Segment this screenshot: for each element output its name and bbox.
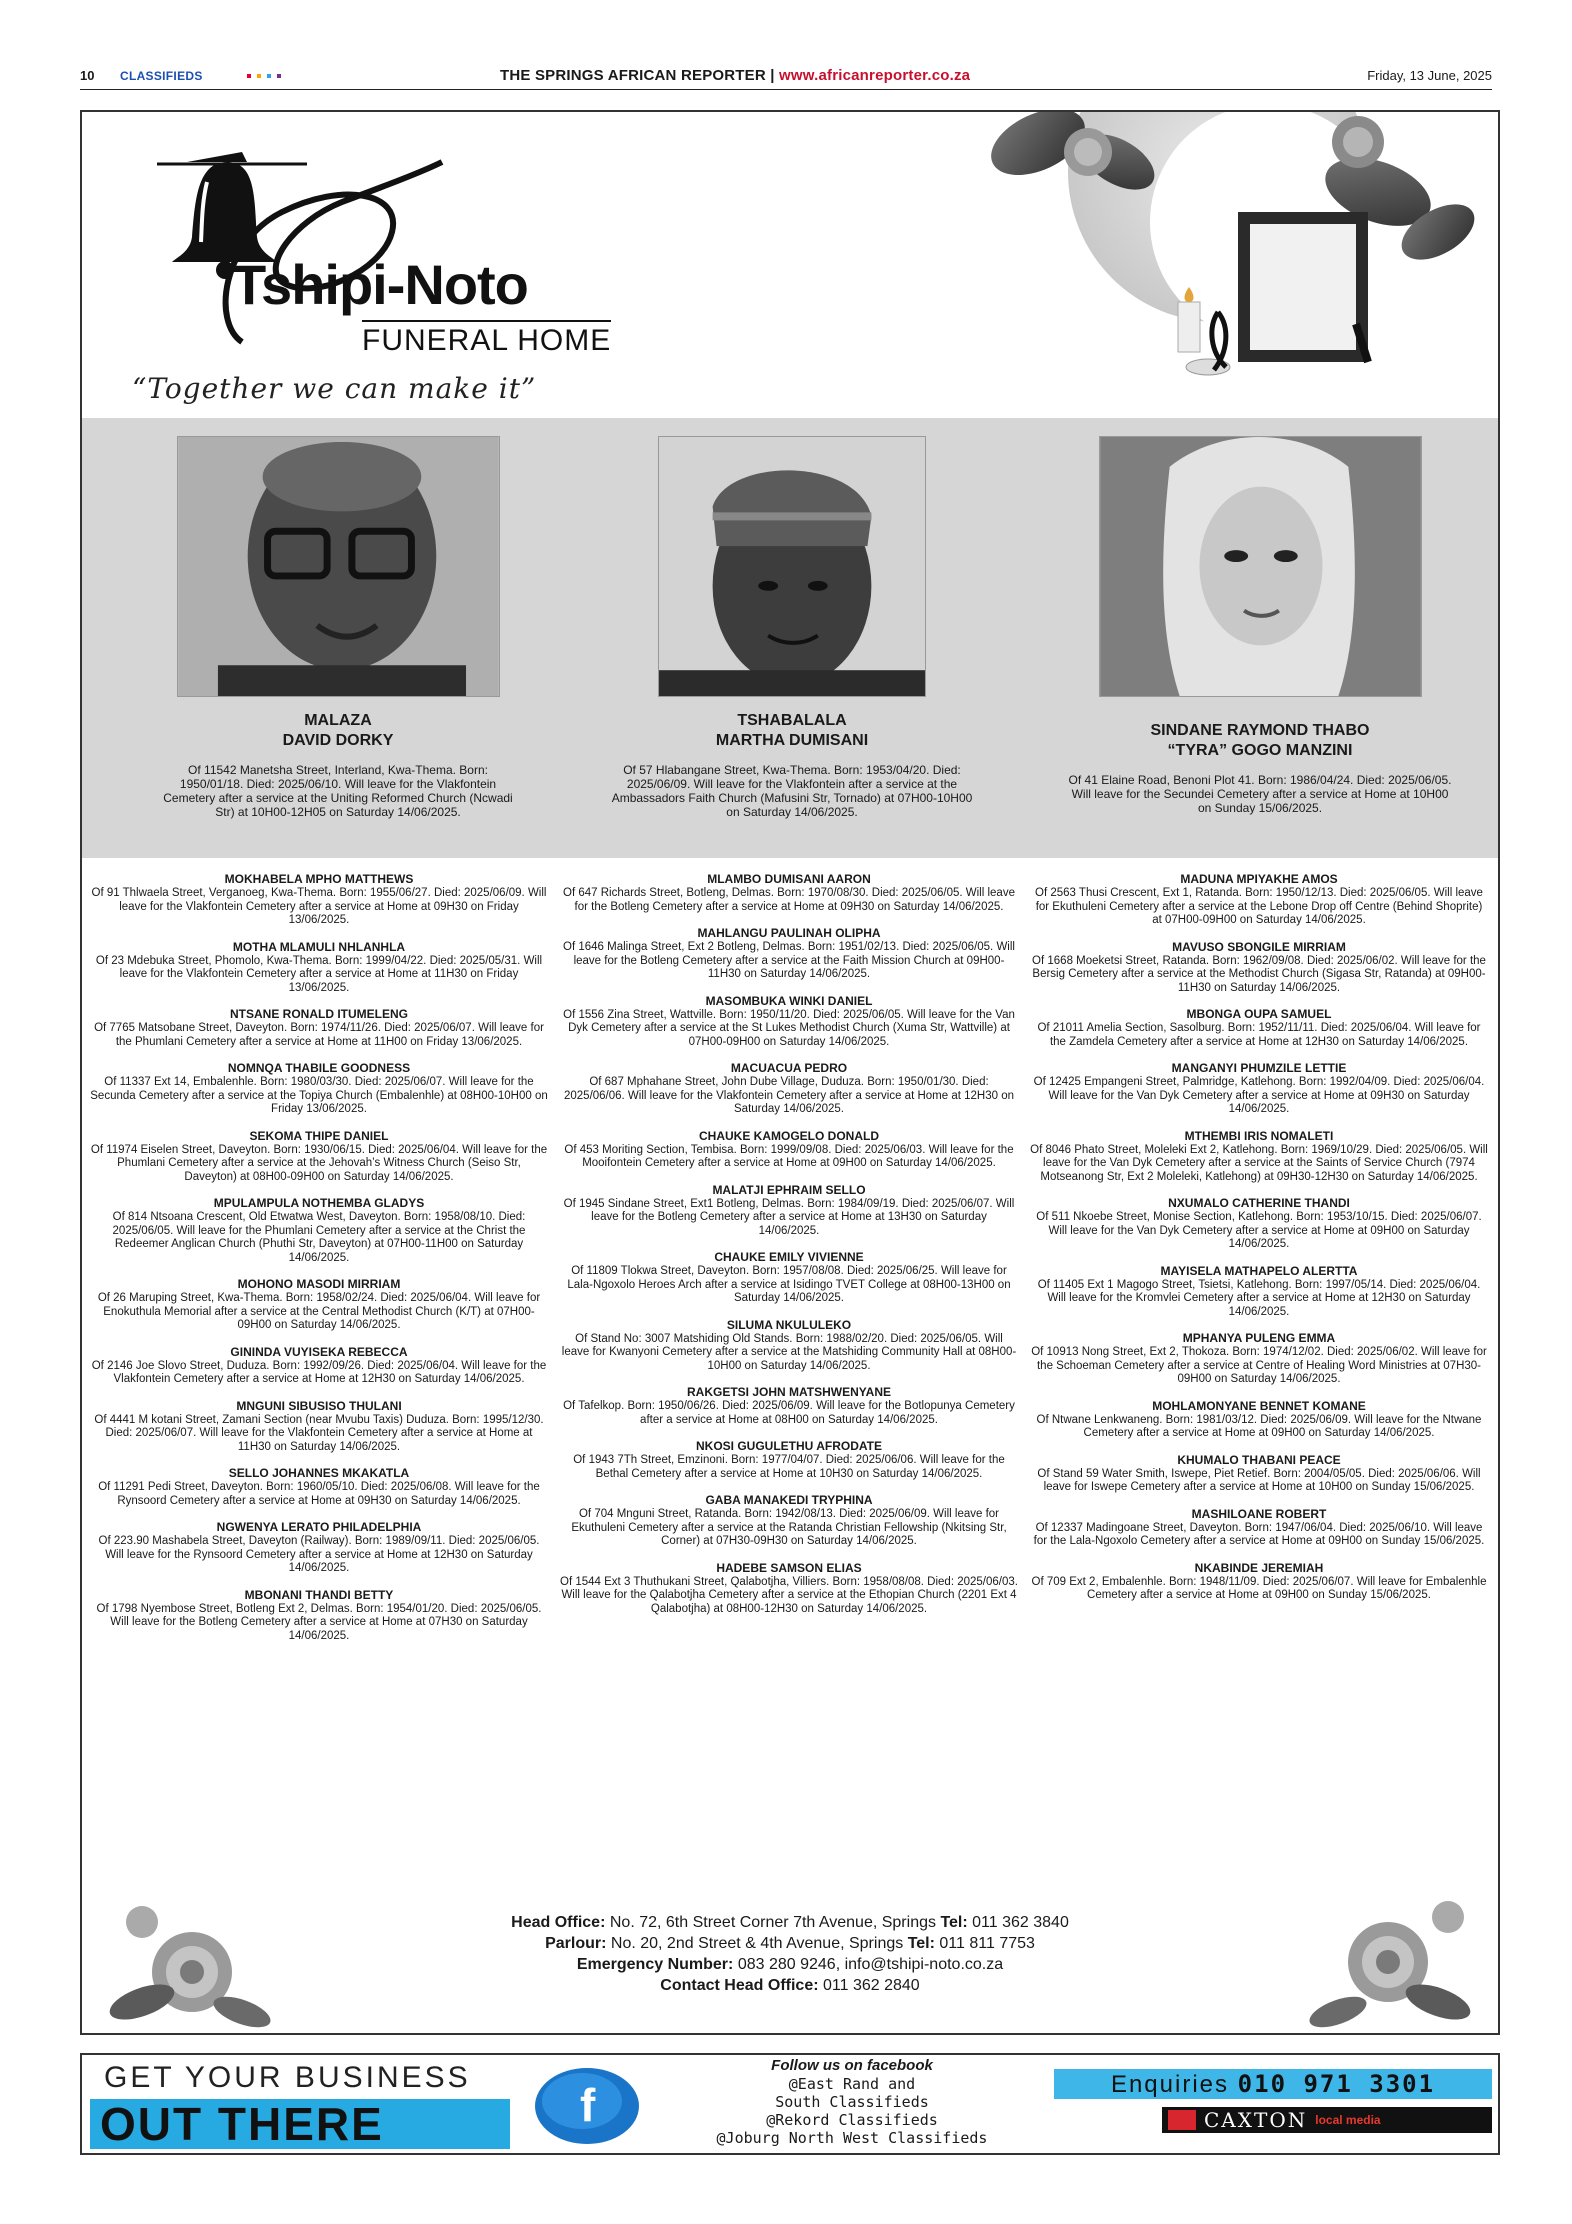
contact-head-office-line: Contact Head Office: 011 362 2840 — [660, 1977, 920, 1994]
death-notice — [90, 1129, 548, 1185]
deceased-name: MNGUNI SIBUSISO THULANI — [236, 1398, 402, 1413]
deceased-name: NGWENYA LERATO PHILADELPHIA — [216, 1520, 422, 1534]
notice-details: Of 41 Elaine Road, Benoni Plot 41. Born: 1986/04/24. Died: 2025/06/05. Will leave for the Secundei Cemetery after a service at Home at 10H00 on Sunday 15/06/2025. — [1068, 773, 1452, 815]
contact-phone[interactable]: 011 362 2840 — [823, 1977, 920, 1994]
banner-headline: GET YOUR BUSINESS — [104, 2061, 471, 2094]
page-header — [80, 62, 1492, 90]
deceased-name: MAVUSO SBONGILE MIRRIAM — [1172, 939, 1346, 954]
classifieds-banner — [80, 2053, 1500, 2155]
death-notice — [560, 1439, 1018, 1481]
death-notice — [560, 926, 1018, 982]
notices-column-2 — [560, 872, 1018, 1628]
deceased-name: MBONANI THANDI BETTY — [244, 1587, 394, 1602]
notice-details: Of 1945 Sindane Street, Ext1 Botleng, Delmas. Born: 1984/09/19. Died: 2025/06/07. Will leave for the Botleng Cemetery after a service at Home at 13H30 on Saturday 14/06/2025. — [563, 1197, 1015, 1237]
death-notice — [1030, 1196, 1488, 1252]
death-notice — [90, 1277, 548, 1333]
follow-title: Follow us on facebook — [771, 2057, 933, 2074]
death-notice — [1030, 1061, 1488, 1117]
advert-header — [82, 112, 1498, 418]
death-notice — [90, 1345, 548, 1387]
notice-details: Of 709 Ext 2, Embalenhle. Born: 1948/11/09. Died: 2025/06/07. Will leave for Embalenhle Cemetery after a service at Home at 09H00 on Sunday 15/06/2025. — [1031, 1575, 1487, 1601]
notice-details: Of 704 Mnguni Street, Ratanda. Born: 1942/08/13. Died: 2025/06/09. Will leave for Ekuthuleni Cemetery after a service at the Ratanda Christian Fellowship (Nkitsing Str, Corner) at 07H30-09H30 on Saturday 14/06/2025. — [571, 1508, 1007, 1547]
notice-details: Of 8046 Phato Street, Moleleki Ext 2, Katlehong. Born: 1969/10/29. Died: 2025/06/05. Will leave for the Van Dyk Cemetery after a service at the Saints of Service Church (7974 Motseanong Str, Ext 2 Moleleki, Katlehong) at 09H30-12H30 on Saturday 14/06/2025. — [1030, 1143, 1488, 1183]
notice-details: Of Ntwane Lenkwaneng. Born: 1981/03/12. Died: 2025/06/09. Will leave for the Ntwane Cemetery after a service at Home at 09H00 on Saturday 14/06/2025. — [1036, 1413, 1482, 1439]
death-notice — [90, 1588, 548, 1644]
notice-details: Of 26 Maruping Street, Kwa-Thema. Born: 1958/02/24. Died: 2025/06/04. Will leave for Enokuthula Memorial after a service at the Central Methodist Church (K/T) at 07H00-09H00 on Saturday 14/06/2025. — [97, 1292, 541, 1331]
notice-details: Of 57 Hlabangane Street, Kwa-Thema. Born: 1953/04/20. Died: 2025/06/09. Will leave for the Vlakfontein after a service at the Ambassadors Faith Church (Mafusini Str, Tornado) at 07H00-10H00 on Saturday 14/06/2025. — [611, 763, 973, 819]
notice-details: Of 1556 Zina Street, Wattville. Born: 1950/11/20. Died: 2025/06/05. Will leave for the Van Dyk Cemetery after a service at the St Lukes Methodist Church (Xuma Str, Wattville) at 07H00-09H00 on Saturday 14/06/2025. — [563, 1008, 1015, 1048]
caxton-mark-icon — [1168, 2110, 1196, 2130]
notice-details: Of 1668 Moeketsi Street, Ratanda. Born: 1962/09/08. Died: 2025/06/02. Will leave for the Bersig Cemetery after a service at the Methodist Church (Sigasa Str, Ratanda) at 09H00-11H30 on Saturday 14/06/2025. — [1032, 954, 1486, 994]
publication-title — [500, 67, 970, 84]
notices-column-1 — [90, 872, 548, 1655]
notice-details: Of Stand 59 Water Smith, Iswepe, Piet Retief. Born: 2004/05/05. Died: 2025/06/06. Will leave for Iswepe Cemetery after a service at Home at 10H00 on Sunday 15/06/2025. — [1037, 1467, 1481, 1493]
notice-details: Of 2563 Thusi Crescent, Ext 1, Ratanda. Born: 1950/12/13. Died: 2025/06/05. Will leave for Ekuthuleni Cemetery after a service at the Lebone Drop off Centre (Behind Shoprite) at 07H00-09H00 on Saturday 14/06/2025. — [1035, 887, 1483, 926]
notice-details: Of 1798 Nyembose Street, Botleng Ext 2, Delmas. Born: 1954/01/20. Died: 2025/06/05. Will leave for the Botleng Cemetery after a service at Home at 07H30 on Saturday 14/06/2025. — [96, 1602, 542, 1642]
notice-details: Of 11974 Eiselen Street, Daveyton. Born: 1930/06/15. Died: 2025/06/04. Will leave for the Phumlani Cemetery after a service at the Jehovah’s Witness Church (Seiso Str, Daveyton) at 08H00-09H00 on Saturday 14/06/2025. — [90, 1143, 548, 1183]
notice-details: Of Tafelkop. Born: 1950/06/26. Died: 2025/06/09. Will leave for the Botlopunya Cemetery after a service at Home at 08H00 on Saturday 14/06/2025. — [563, 1400, 1015, 1426]
facebook-page-link[interactable]: @Joburg North West Classifieds — [716, 2129, 988, 2147]
notice-details: Of 11337 Ext 14, Embalenhle. Born: 1980/03/30. Died: 2025/06/07. Will leave for the Secunda Cemetery after a service at the Topiya Church (Embalenhle) at 08H00-10H00 on Friday 13/06/2025. — [90, 1076, 548, 1115]
death-notice — [560, 1061, 1018, 1117]
featured-notice — [602, 418, 982, 819]
deceased-name: MALATJI EPHRAIM SELLO — [712, 1182, 866, 1197]
notice-details: Of 223.90 Mashabela Street, Daveyton (Railway). Born: 1989/09/11. Died: 2025/06/05. Will leave for the Rynsoord Cemetery after a service at Home at 12H30 on Saturday 14/06/2025. — [98, 1535, 540, 1574]
death-notice — [1030, 1331, 1488, 1387]
deceased-name: MBONGA OUPA SAMUEL — [1186, 1007, 1332, 1021]
death-notice — [560, 1250, 1018, 1306]
enquiries-box: Enquiries 010 971 3301 — [1054, 2069, 1492, 2099]
publication-url[interactable]: www.africanreporter.co.za — [779, 67, 971, 84]
facebook-page-link[interactable]: @Rekord Classifieds — [766, 2111, 938, 2129]
head-office-line: Head Office: No. 72, 6th Street Corner 7th Avenue, Springs Tel: 011 362 3840 — [511, 1914, 1069, 1931]
death-notice — [560, 994, 1018, 1050]
deceased-name: MANGANYI PHUMZILE LETTIE — [1171, 1061, 1347, 1075]
notice-details: Of 10913 Nong Street, Ext 2, Thokoza. Born: 1974/12/02. Died: 2025/06/02. Will leave for the Schoeman Cemetery after a service at Centre of Healing Word Ministries at 07H30-09H00 on Saturday 14/06/2025. — [1031, 1346, 1487, 1385]
issue-date: Friday, 13 June, 2025 — [1367, 68, 1492, 83]
deceased-name: RAKGETSI JOHN MATSHWENYANE — [686, 1385, 892, 1399]
deceased-name: SEKOMA THIPE DANIEL — [249, 1128, 389, 1143]
caxton-logo: CAXTON local media — [1162, 2107, 1492, 2133]
notice-details: Of 1544 Ext 3 Thuthukani Street, Qalabotjha, Villiers. Born: 1958/08/08. Died: 2025/06/03. Will leave for the Qalabotjha Cemetery after a service at the Ethopian Church (2201 Ext 4 Qalabotjha) at 08H00-12H30 on Saturday 14/06/2025. — [560, 1575, 1018, 1615]
notice-details: Of 4441 M kotani Street, Zamani Section (near Mvubu Taxis) Duduza. Born: 1995/12/30. Died: 2025/06/07. Will leave for the Vlakfontein Cemetery after a service at Home at 11H30 on Saturday 14/06/2025. — [94, 1413, 544, 1453]
page-number: 10 — [80, 68, 95, 83]
facebook-icon[interactable] — [532, 2065, 642, 2147]
banner-tagline: OUT THERE — [100, 2098, 384, 2150]
death-notice — [1030, 1129, 1488, 1185]
death-notice — [1030, 1007, 1488, 1049]
portrait-photo — [1099, 436, 1422, 697]
death-notice — [560, 1129, 1018, 1171]
deceased-name: MAHLANGU PAULINAH OLIPHA — [697, 926, 881, 940]
notice-details: Of 11542 Manetsha Street, Interland, Kwa-Thema. Born: 1950/01/18. Died: 2025/06/10. Will leave for the Vlakfontein Cemetery after a service at the Uniting Reformed Church (Ncwadi Str) at 10H00-12H05 on Saturday 14/06/2025. — [163, 763, 513, 819]
death-notice — [1030, 1507, 1488, 1549]
deceased-name: MOTHA MLAMULI NHLANHLA — [232, 939, 406, 954]
notice-details: Of Stand No: 3007 Matshiding Old Stands. Born: 1988/02/20. Died: 2025/06/05. Will leave for Kwanyoni Cemetery after a service at the Matshiding Community Hall at 08H00-10H00 on Saturday 14/06/2025. — [561, 1332, 1017, 1372]
publication-name: THE SPRINGS AFRICAN REPORTER | — [500, 67, 775, 84]
deceased-name: KHUMALO THABANI PEACE — [1177, 1452, 1341, 1467]
deceased-name: CHAUKE KAMOGELO DONALD — [699, 1128, 879, 1143]
notice-details: Of 91 Thlwaela Street, Verganoeg, Kwa-Thema. Born: 1955/06/27. Died: 2025/06/09. Will leave for the Vlakfontein Cemetery after a service at Home at 09H30 on Friday 13/06/2025. — [91, 887, 547, 926]
notice-details: Of 7765 Matsobane Street, Daveyton. Born: 1974/11/26. Died: 2025/06/07. Will leave for the Phumlani Cemetery after a service at Home at 11H00 on Friday 13/06/2025. — [94, 1022, 544, 1048]
notice-details: Of 511 Nkoebe Street, Monise Section, Katlehong. Born: 1953/10/15. Died: 2025/06/07. Will leave for the Van Dyk Cemetery after a service at Home at 09H00 on Saturday 14/06/2025. — [1036, 1211, 1482, 1250]
logo-name: Tshipi-Noto — [232, 253, 528, 316]
section-dots — [247, 74, 281, 78]
parlour-phone[interactable]: 011 811 7753 — [939, 1935, 1035, 1952]
notice-details: Of 21011 Amelia Section, Sasolburg. Born: 1952/11/11. Died: 2025/06/04. Will leave for the Zamdela Cemetery after a service at Home at 12H30 on Saturday 14/06/2025. — [1037, 1022, 1481, 1048]
deceased-name: MACUACUA PEDRO — [730, 1061, 848, 1075]
svg-text:f: f — [580, 2079, 596, 2131]
death-notice — [90, 1196, 548, 1265]
deceased-name: MALAZA DAVID DORKY — [282, 712, 394, 749]
facebook-page-link[interactable]: @East Rand and — [788, 2075, 916, 2093]
enquiries-phone[interactable]: 010 971 3301 — [1237, 2070, 1436, 2098]
deceased-name: NOMNQA THABILE GOODNESS — [227, 1061, 411, 1075]
death-notice — [560, 872, 1018, 914]
death-notice — [1030, 1399, 1488, 1441]
deceased-name: MPULAMPULA NOTHEMBA GLADYS — [213, 1196, 425, 1210]
notice-details: Of 12337 Madingoane Street, Daveyton. Born: 1947/06/04. Died: 2025/06/10. Will leave for the Lala-Ngoxolo Cemetery after a service at Home at 09H00 on Sunday 15/06/2025. — [1033, 1521, 1485, 1547]
death-notice — [90, 1466, 548, 1508]
death-notice — [1030, 872, 1488, 928]
facebook-page-link[interactable]: South Classifieds — [775, 2093, 929, 2111]
deceased-name: MOHONO MASODI MIRRIAM — [237, 1277, 401, 1291]
death-notice — [560, 1385, 1018, 1427]
notice-details: Of 2146 Joe Slovo Street, Duduza. Born: 1992/09/26. Died: 2025/06/04. Will leave for the Vlakfontein Cemetery after a service at Home at 12H30 on Saturday 14/06/2025. — [91, 1359, 547, 1385]
deceased-name: NTSANE RONALD ITUMELENG — [230, 1007, 408, 1021]
deceased-name: GININDA VUYISEKA REBECCA — [230, 1344, 408, 1359]
portrait-photo — [177, 436, 500, 697]
death-notice — [90, 940, 548, 996]
deceased-name: MASOMBUKA WINKI DANIEL — [705, 993, 873, 1008]
notice-details: Of 1943 7Th Street, Emzinoni. Born: 1977/04/07. Died: 2025/06/06. Will leave for the Bethal Cemetery after a service at Home at 10H30 on Saturday 14/06/2025. — [573, 1454, 1005, 1480]
deceased-name: MASHILOANE ROBERT — [1191, 1506, 1327, 1521]
death-notice — [90, 1061, 548, 1117]
emergency-line: Emergency Number: 083 280 9246, info@tshipi-noto.co.za — [576, 1956, 1004, 1973]
logo-tagline: “Together we can make it” — [132, 372, 537, 405]
memorial-decoration — [778, 112, 1498, 418]
notice-details: Of 11405 Ext 1 Magogo Street, Tsietsi, Katlehong. Born: 1997/05/14. Died: 2025/06/04. Will leave for the Kromvlei Cemetery after a service at Home at 12H30 on Saturday 14/06/2025. — [1037, 1278, 1481, 1318]
deceased-name: MPHANYA PULENG EMMA — [1182, 1331, 1336, 1345]
death-notice — [1030, 1264, 1488, 1320]
death-notice — [90, 1520, 548, 1576]
death-notice — [90, 1007, 548, 1049]
deceased-name: MLAMBO DUMISANI AARON — [707, 872, 871, 886]
death-notice — [1030, 1561, 1488, 1603]
featured-notice — [148, 418, 528, 819]
deceased-name: MAYISELA MATHAPELO ALERTTA — [1160, 1263, 1358, 1278]
death-notice — [90, 1399, 548, 1455]
deceased-name: SILUMA NKULULEKO — [726, 1317, 852, 1332]
death-notice — [560, 1493, 1018, 1549]
funeral-advert — [80, 110, 1500, 2035]
notice-details: Of 453 Moriting Section, Tembisa. Born: 1999/09/08. Died: 2025/06/03. Will leave for the Mooifontein Cemetery after a service at Home at 09H00 on Saturday 14/06/2025. — [564, 1143, 1014, 1169]
death-notice — [560, 1318, 1018, 1374]
section-label: CLASSIFIEDS — [120, 68, 203, 83]
deceased-name: MOKHABELA MPHO MATTHEWS — [224, 872, 414, 886]
notices-column-3 — [1030, 872, 1488, 1615]
deceased-name: GABA MANAKEDI TRYPHINA — [705, 1493, 873, 1507]
death-notice — [90, 872, 548, 928]
portrait-photo — [658, 436, 926, 697]
deceased-name: SINDANE RAYMOND THABO “TYRA” GOGO MANZINI — [1150, 722, 1370, 759]
notice-details: Of 12425 Empangeni Street, Palmridge, Katlehong. Born: 1992/04/09. Died: 2025/06/04. Will leave for the Van Dyk Cemetery after a service at Home at 09H30 on Saturday 14/06/2025. — [1033, 1076, 1485, 1115]
notice-details: Of 687 Mphahane Street, John Dube Village, Duduza. Born: 1950/01/30. Died: 2025/06/06. Will leave for the Vlakfontein Cemetery after a service at Home at 12H30 on Saturday 14/06/2025. — [563, 1076, 1015, 1115]
parlour-line: Parlour: No. 20, 2nd Street & 4th Avenue, Springs Tel: 011 811 7753 — [545, 1935, 1035, 1952]
deceased-name: CHAUKE EMILY VIVIENNE — [714, 1250, 864, 1264]
deceased-name: NKABINDE JEREMIAH — [1194, 1560, 1324, 1575]
death-notice — [560, 1183, 1018, 1239]
death-notice — [560, 1561, 1018, 1617]
notice-details: Of 11809 Tlokwa Street, Daveyton. Born: 1957/08/08. Died: 2025/06/25. Will leave for Lala-Ngoxolo Heroes Arch after a service at Isidingo TVET College at 08H00-13H00 on Saturday 14/06/2025. — [567, 1265, 1011, 1304]
contact-details — [82, 1912, 1498, 1996]
deceased-name: TSHABALALA MARTHA DUMISANI — [715, 712, 869, 749]
notices-listing — [82, 872, 1498, 1852]
death-notice — [1030, 940, 1488, 996]
deceased-name: HADEBE SAMSON ELIAS — [716, 1560, 862, 1575]
notice-details: Of 814 Ntsoana Crescent, Old Etwatwa West, Daveyton. Born: 1958/08/10. Died: 2025/06/05. Will leave for the Phumlani Cemetery after a service at the Christ the Redeemer Anglican Church (Phuthi Str, Daveyton) at 07H00-11H00 on Saturday 14/06/2025. — [112, 1211, 526, 1264]
deceased-name: MTHEMBI IRIS NOMALETI — [1184, 1128, 1334, 1143]
logo-subtitle: FUNERAL HOME — [362, 320, 611, 358]
notice-details: Of 647 Richards Street, Botleng, Delmas. Born: 1970/08/30. Died: 2025/06/05. Will leave for the Botleng Cemetery after a service at Home at 09H30 on Saturday 14/06/2025. — [563, 887, 1015, 913]
emergency-contact[interactable]: 083 280 9246, info@tshipi-noto.co.za — [737, 1956, 1004, 1973]
facebook-pages — [682, 2057, 1022, 2147]
notice-details: Of 23 Mdebuka Street, Phomolo, Kwa-Thema. Born: 1999/04/22. Died: 2025/05/31. Will leave for the Vlakfontein Cemetery after a service at Home at 11H30 on Friday 13/06/2025. — [95, 954, 543, 994]
featured-notices — [82, 418, 1498, 858]
deceased-name: SELLO JOHANNES MKAKATLA — [228, 1466, 410, 1480]
deceased-name: MADUNA MPIYAKHE AMOS — [1180, 872, 1338, 886]
death-notice — [1030, 1453, 1488, 1495]
featured-notice — [1060, 418, 1460, 815]
notice-details: Of 11291 Pedi Street, Daveyton. Born: 1960/05/10. Died: 2025/06/08. Will leave for the Rynsoord Cemetery after a service at Home at 09H30 on Saturday 14/06/2025. — [98, 1481, 540, 1507]
head-office-phone[interactable]: 011 362 3840 — [972, 1914, 1069, 1931]
deceased-name: MOHLAMONYANE BENNET KOMANE — [1152, 1398, 1366, 1413]
deceased-name: NXUMALO CATHERINE THANDI — [1168, 1196, 1350, 1210]
notice-details: Of 1646 Malinga Street, Ext 2 Botleng, Delmas. Born: 1951/02/13. Died: 2025/06/05. Will leave for the Botleng Cemetery after a service at the Faith Mission Church at 09H00-11H30 on Saturday 14/06/2025. — [563, 941, 1015, 980]
deceased-name: NKOSI GUGULETHU AFRODATE — [696, 1439, 882, 1453]
funeral-home-logo — [112, 142, 732, 405]
